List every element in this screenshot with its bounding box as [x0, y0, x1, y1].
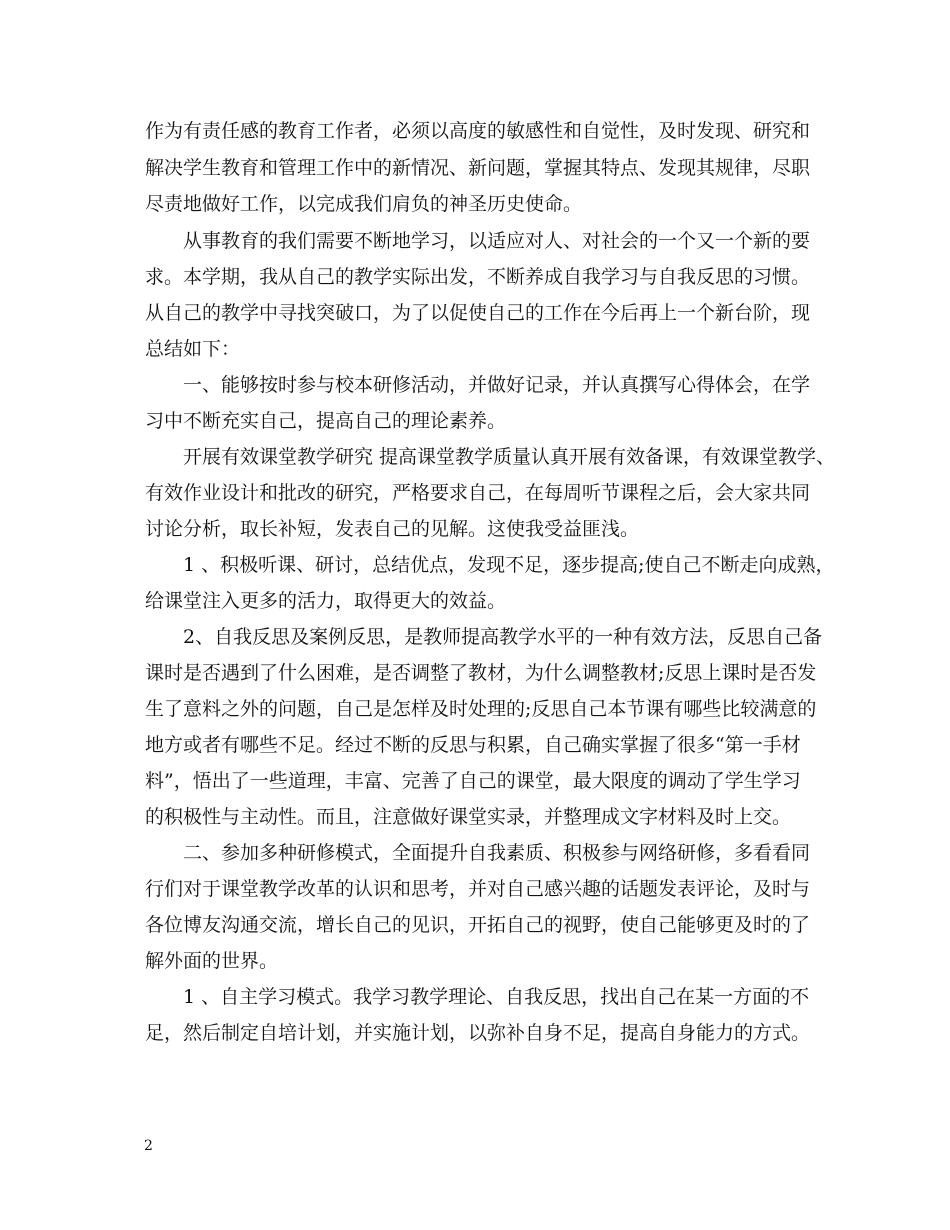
text-line: 一、能够按时参与校本研修活动，并做好记录，并认真撰写心得体会，在学 [183, 374, 811, 396]
text-line: 有效作业设计和批改的研究，严格要求自己，在每周听节课程之后，会大家共同 [145, 482, 811, 504]
text-line: 各位博友沟通交流，增长自己的见识，开拓自己的视野，使自己能够更及时的了 [145, 914, 811, 936]
text-line: 地方或者有哪些不足。经过不断的反思与积累，自己确实掌握了很多“第一手材 [145, 734, 801, 756]
text-line: 1 、积极听课、研讨，总结优点，发现不足，逐步提高;使自己不断走向成熟， [183, 554, 835, 576]
text-line: 作为有责任感的教育工作者，必须以高度的敏感性和自觉性，及时发现、研究和 [145, 120, 811, 142]
text-line: 解决学生教育和管理工作中的新情况、新问题，掌握其特点、发现其规律，尽职 [145, 157, 811, 179]
text-line: 求。本学期，我从自己的教学实际出发，不断养成自我学习与自我反思的习惯。 [145, 266, 811, 288]
text-line: 料”，悟出了一些道理，丰富、完善了自己的课堂，最大限度的调动了学生学习 [145, 770, 801, 792]
page-number: 2 [144, 1138, 153, 1154]
text-line: 生了意料之外的问题，自己是怎样及时处理的;反思自己本节课有哪些比较满意的 [145, 698, 817, 720]
text-line: 二、参加多种研修模式，全面提升自我素质、积极参与网络研修，多看看同 [183, 842, 811, 864]
text-line: 从事教育的我们需要不断地学习，以适应对人、对社会的一个又一个新的要 [183, 230, 811, 252]
text-line: 足，然后制定自培计划，并实施计划，以弥补自身不足，提高自身能力的方式。 [145, 1022, 811, 1044]
text-line: 2、自我反思及案例反思，是教师提高教学水平的一种有效方法，反思自己备 [183, 626, 823, 648]
text-line: 的积极性与主动性。而且，注意做好课堂实录，并整理成文字材料及时上交。 [145, 806, 792, 828]
text-line: 1 、自主学习模式。我学习教学理论、自我反思，找出自己在某一方面的不 [183, 986, 810, 1008]
text-line: 给课堂注入更多的活力，取得更大的效益。 [145, 590, 507, 612]
text-line: 解外面的世界。 [145, 950, 279, 972]
text-line: 开展有效课堂教学研究 提高课堂教学质量认真开展有效备课，有效课堂教学、 [183, 446, 836, 468]
text-line: 行们对于课堂教学改革的认识和思考，并对自己感兴趣的话题发表评论，及时与 [145, 878, 811, 900]
text-line: 从自己的教学中寻找突破口，为了以促使自己的工作在今后再上一个新台阶，现 [145, 302, 811, 324]
text-line: 习中不断充实自己，提高自己的理论素养。 [145, 410, 507, 432]
text-line: 尽责地做好工作，以完成我们肩负的神圣历史使命。 [145, 193, 583, 215]
text-line: 讨论分析，取长补短，发表自己的见解。这使我受益匪浅。 [145, 518, 640, 540]
text-line: 课时是否遇到了什么困难，是否调整了教材，为什么调整教材;反思上课时是否发 [145, 662, 817, 684]
text-line: 总结如下： [145, 338, 241, 360]
